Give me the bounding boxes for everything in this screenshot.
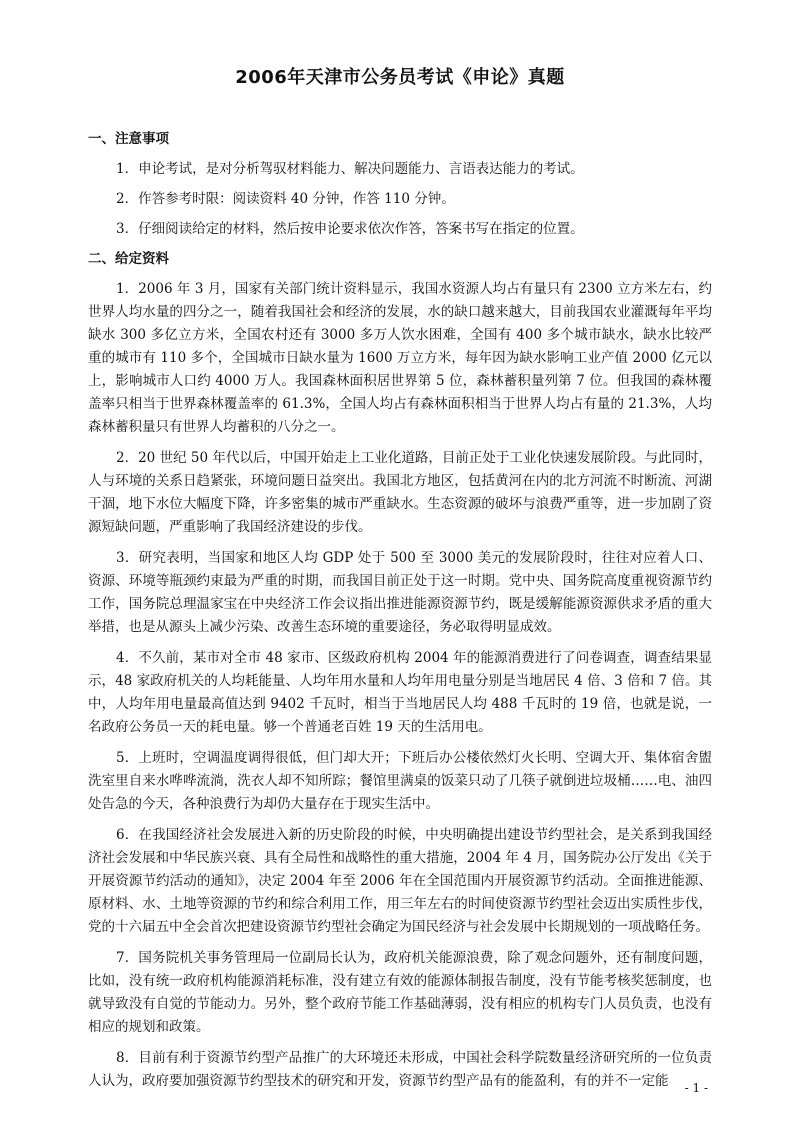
page-title: 2006年天津市公务员考试《申论》真题 xyxy=(235,67,565,88)
material-paragraph: 3．研究表明，当国家和地区人均 GDP 处于 500 至 3000 美元的发展阶段时，往往对应着人口、资源、环境等瓶颈约束最为严重的时期，而我国目前正处于这一时期。党中央、国务院高度重视资源节约工作，国务院总理温家宝在中央经济工作会议指出推进能源资源节约，既是缓解能源资源供求矛盾的重大举措，也是从源头上减少污染、改善生态环境的重要途径，务必取得明显成效。 xyxy=(88,550,712,635)
material-paragraph: 4．不久前，某市对全市 48 家市、区级政府机构 2004 年的能源消费进行了问卷调查，调查结果显示，48 家政府机关的人均耗能量、人均年用水量和人均年用电量分别是当地居民 4 倍、3 倍和 7 倍。其中，人均年用电量最高值达到 9402 千瓦时，相当于当地居民人均 488 千瓦时的 19 倍，也就是说，一名政府公务员一天的耗电量。够一个普通老百姓 19 天的生活用电。 xyxy=(88,650,712,735)
note-item: 2．作答参考时限：阅读资料 40 分钟，作答 110 分钟。 xyxy=(116,191,455,207)
page-number: - 1 - xyxy=(684,1081,708,1095)
section-heading-notes: 一、注意事项 xyxy=(88,131,169,147)
material-paragraph: 6．在我国经济社会发展进入新的历史阶段的时候，中央明确提出建设节约型社会，是关系到我国经济社会发展和中华民族兴衰、具有全局性和战略性的重大措施，2004 年 4 月，国务院办公厅发出《关于开展资源节约活动的通知》，决定 2004 年至 2006 年在全国范围内开展资源节约活动。全面推进能源、原材料、水、土地等资源的节约和综合利用工作，用三年左右的时间使资源节约型社会迈出实质性步伐，党的十六届五中全会首次把建设资源节约型社会确定为国民经济与社会发展中长期规划的一项战略任务。 xyxy=(88,827,712,935)
material-paragraph: 2．20 世纪 50 年代以后，中国开始走上工业化道路，目前正处于工业化快速发展阶段。与此同时，人与环境的关系日趋紧张，环境问题日益突出。我国北方地区，包括黄河在内的北方河流不时断流、河湖干涸，地下水位大幅度下降，许多密集的城市严重缺水。生态资源的破坏与浪费严重等，进一步加剧了资源短缺问题，严重影响了我国经济建设的步伐。 xyxy=(88,450,712,535)
material-paragraph: 5．上班时，空调温度调得很低，但门却大开；下班后办公楼依然灯火长明、空调大开、集体宿舍盥洗室里自来水哗哗流淌，洗衣人却不知所踪；餐馆里满桌的饭菜只动了几筷子就倒进垃圾桶……电、油四处告急的今天，各种浪费行为却仍大量存在于现实生活中。 xyxy=(88,750,712,812)
material-paragraph: 7．国务院机关事务管理局一位副局长认为，政府机关能源浪费，除了观念问题外，还有制度问题，比如，没有统一政府机构能源消耗标准，没有建立有效的能源体制报告制度，没有节能考核奖惩制度，也就导致没有自觉的节能动力。另外，整个政府节能工作基础薄弱，没有相应的机构专门人员负责，也没有相应的规划和政策。 xyxy=(88,950,712,1035)
note-item: 3．仔细阅读给定的材料，然后按申论要求依次作答，答案书写在指定的位置。 xyxy=(116,221,584,237)
material-paragraph: 1．2006 年 3 月，国家有关部门统计资料显示，我国水资源人均占有量只有 2300 立方米左右，约世界人均水量的四分之一，随着我国社会和经济的发展，水的缺口越来越大，目前我国农业灌溉每年平均缺水 300 多亿立方米，全国农村还有 3000 多万人饮水困难，全国有 400 多个城市缺水，缺水比较严重的城市有 110 多个，全国城市日缺水量为 1600 万立方米，每年因为缺水影响工业产值 2000 亿元以上，影响城市人口约 4000 万人。我国森林面积居世界第 5 位，森林蓄积量列第 7 位。但我国的森林覆盖率只相当于世界森林覆盖率的 61.3%，全国人均占有森林面积相当于世界人均占有量的 21.3%，人均森林蓄积量只有世界人均蓄积的八分之一。 xyxy=(88,281,712,435)
material-paragraph: 8．目前有利于资源节约型产品推广的大环境还未形成，中国社会科学院数量经济研究所的一位负责人认为，政府要加强资源节约型技术的研究和开发，资源节约型产品有的能盈利，有的并不一定能 xyxy=(88,1050,712,1089)
document-body xyxy=(88,128,712,1101)
section-heading-materials: 二、给定资料 xyxy=(88,251,169,267)
note-item: 1．申论考试，是对分析驾驭材料能力、解决问题能力、言语表达能力的考试。 xyxy=(116,161,584,177)
